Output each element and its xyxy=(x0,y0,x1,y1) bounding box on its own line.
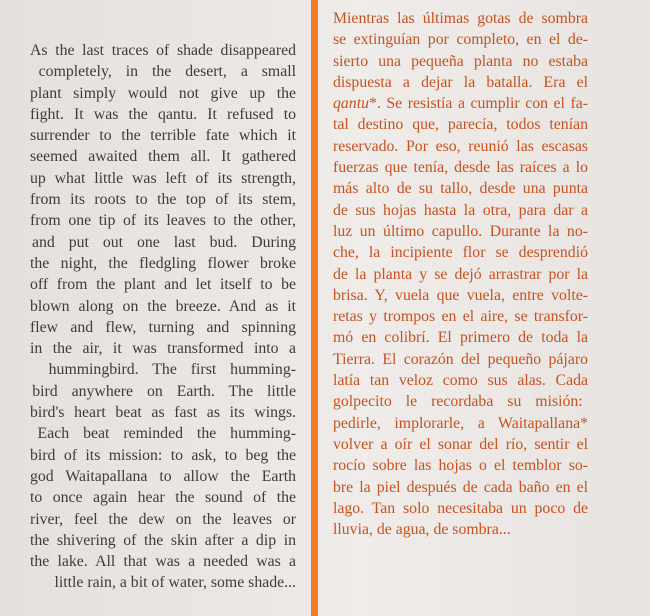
text-line: qantu*. Se resistía a cumplir con el fa- xyxy=(333,95,588,113)
text-line: Each beat reminded the humming- xyxy=(37,425,296,443)
text-line: latía tan veloz como sus alas. Cada xyxy=(333,372,588,390)
text-line: lluvia, de agua, de sombra... xyxy=(333,521,511,539)
text-line: little rain, a bit of water, some shade... xyxy=(54,574,296,592)
orange-divider xyxy=(311,0,318,616)
text-line: flew and flew, turning and spinning xyxy=(30,318,296,336)
text-line: god Waitapallana to allow the Earth xyxy=(30,467,296,485)
text-line: Mientras las últimas gotas de sombra xyxy=(333,10,588,27)
text-line: fuerzas que tenía, desde las raíces a lo xyxy=(333,159,588,177)
text-line: Tierra. El corazón del pequeño pájaro xyxy=(333,350,588,368)
text-line: luz un último capullo. Durante la no- xyxy=(333,222,588,240)
text-line: bird's heart beat as fast as its wings. xyxy=(30,404,296,422)
spanish-text-column xyxy=(333,8,588,540)
text-line: pedirle, implorarle, a Waitapallana* xyxy=(333,414,588,432)
text-line: bird of its mission: to ask, to beg the xyxy=(30,446,296,464)
text-line: fight. It was the qantu. It refused to xyxy=(30,105,296,123)
text-line: mó en colibrí. El primero de toda la xyxy=(333,329,588,347)
text-line: blown along on the breeze. And as it xyxy=(30,297,296,315)
text-line: in the air, it was transformed into a xyxy=(30,340,296,358)
text-line: rocío sobre las hojas o el temblor so- xyxy=(333,457,588,475)
text-line: volver a oír el sonar del río, sentir el xyxy=(333,435,588,453)
text-line: hummingbird. The first humming- xyxy=(48,361,296,379)
text-line: golpecito le recordaba su misión: xyxy=(333,393,583,411)
text-line: the night, the fledgling flower broke xyxy=(30,254,296,272)
text-line: from one tip of its leaves to the other, xyxy=(30,212,296,230)
text-line: plant simply would not give up the xyxy=(30,84,296,102)
text-line: dispuesta a dejar la batalla. Era el xyxy=(333,73,588,91)
text-line: and put out one last bud. During xyxy=(31,233,296,251)
text-line: tal destino que, parecía, todos tenían xyxy=(333,116,588,134)
text-line: river, feel the dew on the leaves or xyxy=(30,510,296,528)
text-line: up what little was left of its strength, xyxy=(30,169,296,187)
text-line: seemed awaited them all. It gathered xyxy=(30,148,296,166)
text-line: sierto una pequeña planta no estaba xyxy=(333,52,588,70)
text-line: de la planta y se dejó arrastrar por la xyxy=(333,265,588,283)
text-line: to once again hear the sound of the xyxy=(30,489,296,507)
text-line: completely, in the desert, a small xyxy=(38,63,296,81)
text-line: bre la piel después de cada baño en el xyxy=(333,478,588,496)
text-line: As the last traces of shade disappeared xyxy=(30,42,296,59)
text-line: off from the plant and let itself to be xyxy=(30,276,296,294)
text-line: surrender to the terrible fate which it xyxy=(30,127,296,145)
text-line: de sus hojas hasta la otra, para dar a xyxy=(333,201,588,219)
text-line: the lake. All that was a needed was a xyxy=(30,553,296,571)
text-line: lago. Tan solo necesitaba un poco de xyxy=(333,499,588,517)
text-line: from its roots to the top of its stem, xyxy=(30,191,296,209)
text-line: brisa. Y, vuela que vuela, entre volte- xyxy=(333,286,588,304)
text-line: che, la incipiente flor se desprendió xyxy=(333,244,588,262)
text-line: bird anywhere on Earth. The little xyxy=(32,382,296,400)
text-line: se extinguían por completo, en el de- xyxy=(333,31,588,49)
english-text-column xyxy=(30,40,296,594)
text-line: más alto de su tallo, desde una punta xyxy=(333,180,588,198)
text-line: reservado. Por eso, reunió las escasas xyxy=(333,137,588,155)
text-line: the shivering of the skin after a dip in xyxy=(30,531,296,549)
text-line: retas y trompos en el aire, se transfor- xyxy=(333,308,588,326)
